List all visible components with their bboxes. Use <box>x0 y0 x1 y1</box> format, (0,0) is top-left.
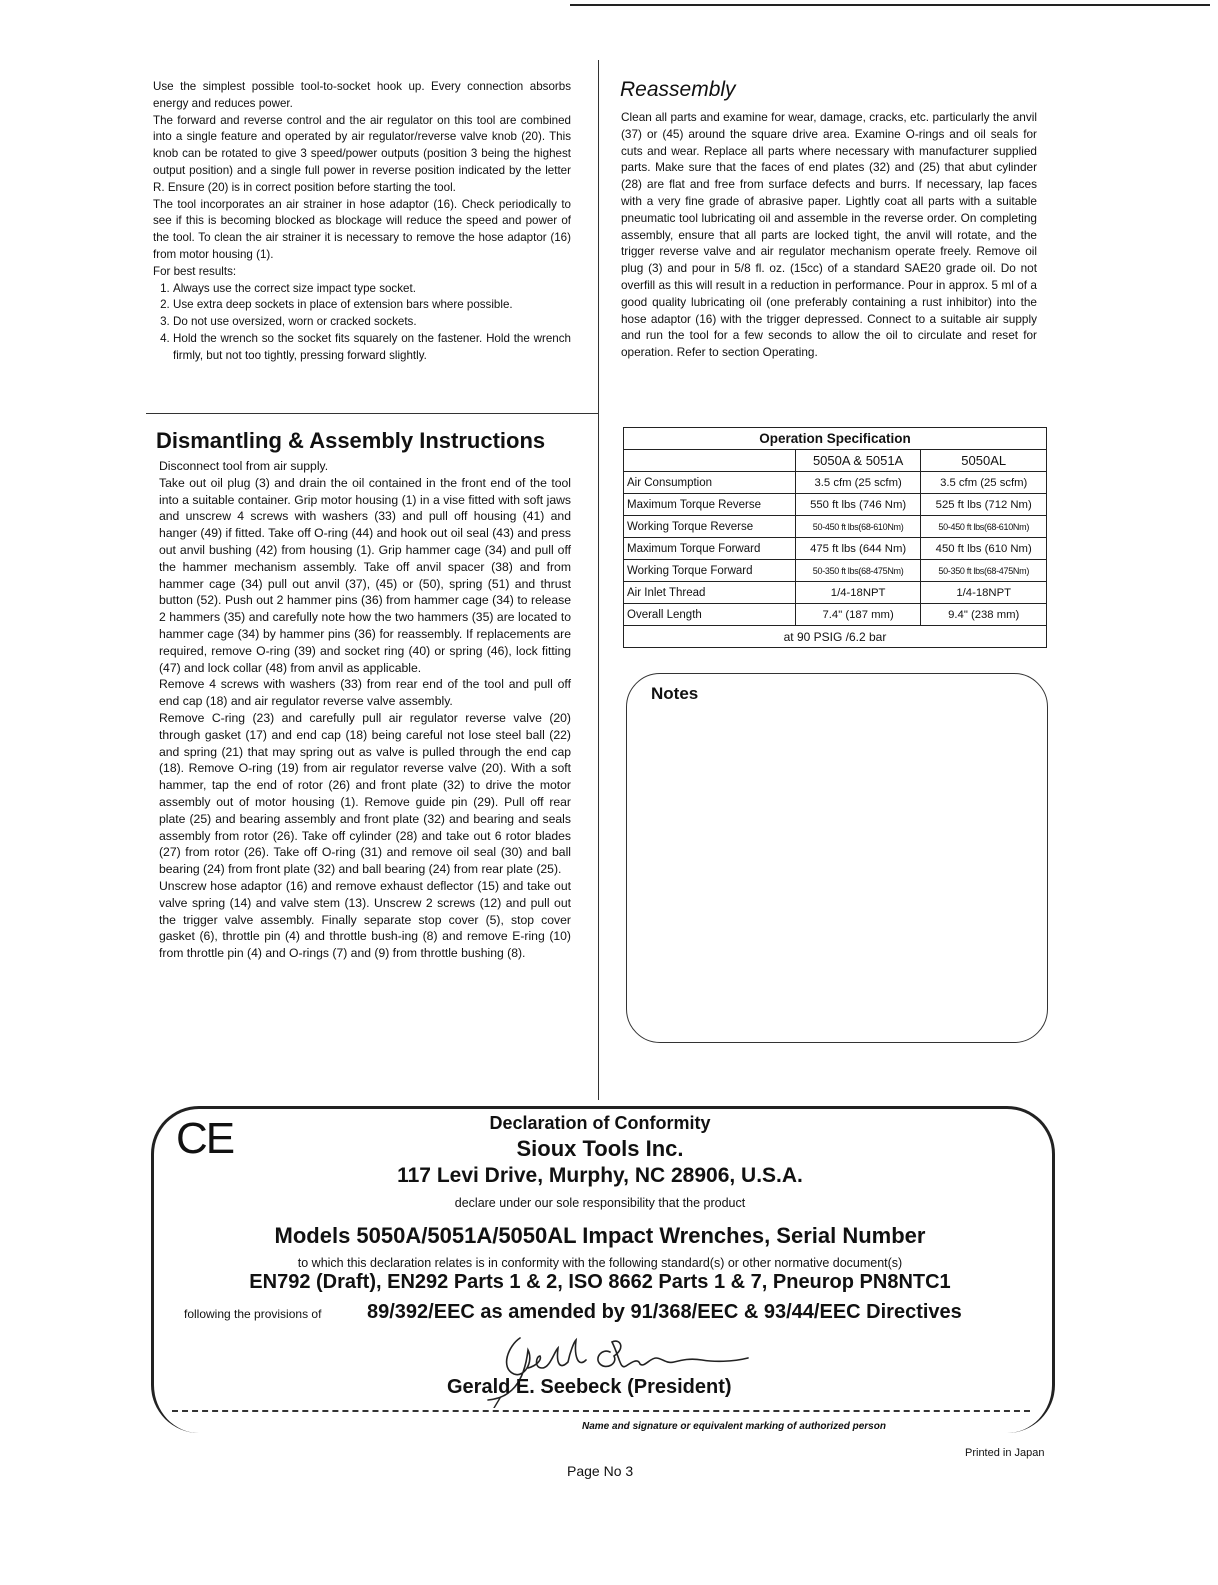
dismantling-paragraph: Unscrew hose adaptor (16) and remove exhaust deflector (15) and take out valve spring (14) and valve stem (13). Unscrew 2 screws (12) and pull out the trigger valve assembly. Finally separate stop cover (5), stop cover gasket (6), throttle pin (4) and throttle bush-ing (8) and remove E-ring (10) from throttle pin (4) and O-rings (7) and (9) from throttle bushing (8). <box>159 878 571 961</box>
printed-in-label: Printed in Japan <box>965 1447 1045 1459</box>
row-label: Air Inlet Thread <box>624 582 796 604</box>
dismantling-paragraph: Disconnect tool from air supply. <box>159 459 329 473</box>
section-divider <box>146 413 598 414</box>
table-row <box>624 604 1047 626</box>
cell-value: 550 ft lbs (746 Nm) <box>795 494 921 516</box>
table-row <box>624 582 1047 604</box>
cell-value: 475 ft lbs (644 Nm) <box>795 538 921 560</box>
operation-spec-table <box>623 427 1047 648</box>
list-item: 1. Always use the correct size impact type socket. <box>173 281 571 298</box>
ce-mark-icon: CE <box>176 1114 234 1163</box>
provisions-label: following the provisions of <box>184 1307 322 1321</box>
top-border-line <box>570 4 1210 6</box>
reassembly-paragraph: Clean all parts and examine for wear, damage, cracks, etc. particularly the anvil (37) or (45) around the square drive area. Examine O-rings and oil seals for cuts and wear. Replace all parts where necessary with manufacturer supplied parts. Make sure that the faces of end plates (32) and (25) that abut cylinder (28) are flat and free from surface defects and burrs. If necessary, lap faces with a very fine grade of abrasive paper. Lightly coat all parts with a suitable pneumatic tool lubricating oil and assemble in the reverse order. On completing assembly, ensure that all parts are locked tight, the anvil will rotate, and the trigger reverse valve and air regulator mechanism operate freely. Remove oil plug (3) and pour in 5/8 fl. oz. (15cc) of a standard SAE20 grade oil. Do not overfill as this will result in a reduction in performance. Pour in approx. 5 ml of a good quality lubricating oil (one preferably containing a rust inhibitor) into the hose adaptor (16) with the trigger depressed. Connect to a suitable air supply and run the tool for a few seconds to allow the oil to circulate and reset for operation. Refer to section Operating. <box>621 110 1037 360</box>
spec-table-title: Operation Specification <box>624 428 1047 450</box>
cell-value: 3.5 cfm (25 scfm) <box>921 472 1047 494</box>
list-item: 3. Do not use oversized, worn or cracked sockets. <box>173 314 571 331</box>
company-address: 117 Levi Drive, Murphy, NC 28906, U.S.A. <box>397 1164 803 1187</box>
cell-value: 9.4" (238 mm) <box>921 604 1047 626</box>
table-row <box>624 494 1047 516</box>
cell-value: 50-350 ft lbs(68-475Nm) <box>795 560 921 582</box>
list-item: 4. Hold the wrench so the socket fits squarely on the fastener. Hold the wrench firmly, but not too tightly, pressing forward slightly. <box>173 331 571 365</box>
table-header-empty <box>624 450 796 472</box>
row-label: Working Torque Reverse <box>624 516 796 538</box>
best-results-label: For best results: <box>153 264 237 278</box>
column-divider <box>598 60 599 1100</box>
cell-value: 50-450 ft lbs(68-610Nm) <box>795 516 921 538</box>
dismantling-paragraph: Remove C-ring (23) and carefully pull air regulator reverse valve (20) through gasket (17) and end cap (18) being careful not lose steel ball (22) and spring (21) that may spring out as valve is pulled through the end cap (18). Remove O-ring (19) from air regulator reverse valve (20). With a soft hammer, tap the end of rotor (26) and front plate (32) to drive the motor assembly out of motor housing (1). Remove guide pin (29). Pull off rear plate (25) and bearing assembly and front plate (32) and bearing and seals assembly from rotor (26). Take off cylinder (28) and take out 6 rotor blades (27) from rotor (26). Take off O-ring (31) and remove oil seal (30) and ball bearing (24) from front plate (32) and ball bearing (24) from rear plate (25). <box>159 710 571 877</box>
usage-tips-section <box>153 79 571 365</box>
declare-line: declare under our sole responsibility that the product <box>454 1196 746 1210</box>
cell-value: 7.4" (187 mm) <box>795 604 921 626</box>
table-row <box>624 472 1047 494</box>
row-label: Maximum Torque Forward <box>624 538 796 560</box>
reassembly-section <box>621 109 1037 361</box>
column-header: 5050AL <box>921 450 1047 472</box>
list-item: 2. Use extra deep sockets in place of extension bars where possible. <box>173 297 571 314</box>
cell-value: 1/4-18NPT <box>795 582 921 604</box>
table-row <box>624 516 1047 538</box>
declaration-heading: Declaration of Conformity <box>489 1113 711 1133</box>
cell-value: 50-450 ft lbs(68-610Nm) <box>921 516 1047 538</box>
intro-paragraph: The forward and reverse control and the air regulator on this tool are combined into a single feature and operated by air regulator/reverse valve knob (20). This knob can be rotated to give 3 speed/power outputs (position 3 being the highest output position) and a single full power in reverse position indicated by the letter R. Ensure (20) is in correct position before starting the tool. <box>153 113 571 194</box>
cell-value: 1/4-18NPT <box>921 582 1047 604</box>
dismantling-paragraph: Take out oil plug (3) and drain the oil contained in the front end of the tool into a suitable container. Grip motor housing (1) in a vise fitted with soft jaws and unscrew 4 screws with washers (33) and pull off housing (41) and hanger (49) if fitted. Take off O-ring (44) and hook out oil seal (43) and press out anvil bushing (42) from housing (1). Grip hammer cage (34) and pull off the hammer mechanism assembly. Take off anvil spacer (38) and from hammer cage (34) pull out anvil (37), (45) or (50), spring (51) and thrust button (52). Push out 2 hammer pins (36) from hammer cage (34) to release 2 hammers (35) and carefully note how the two hammers (35) are located to hammer cage (34) by hammer pins (36) for reassembly. If replacements are required, remove O-ring (39) and socket ring (40) or spring (46), lock fitting (47) and lock collar (48) from anvil as applicable. <box>159 475 571 675</box>
tips-list <box>153 281 571 365</box>
row-label: Air Consumption <box>624 472 796 494</box>
notes-box <box>626 673 1048 1043</box>
intro-paragraph: The tool incorporates an air strainer in hose adaptor (16). Check periodically to see if this is becoming blocked as blockage will reduce the speed and power of the tool. To clean the air strainer it is necessary to remove the hose adaptor (16) from motor housing (1). <box>153 197 571 261</box>
dismantling-title: Dismantling & Assembly Instructions <box>156 428 546 453</box>
standards-line: EN792 (Draft), EN292 Parts 1 & 2, ISO 8662 Parts 1 & 7, Pneurop PN8NTC1 <box>249 1271 951 1293</box>
page-number: Page No 3 <box>567 1463 634 1479</box>
signature-caption: Name and signature or equivalent marking of authorized person <box>582 1421 886 1432</box>
notes-title: Notes <box>651 684 699 703</box>
row-label: Maximum Torque Reverse <box>624 494 796 516</box>
row-label: Overall Length <box>624 604 796 626</box>
intro-paragraph: Use the simplest possible tool-to-socket hook up. Every connection absorbs energy and reduces power. <box>153 80 571 110</box>
directives-line: 89/392/EEC as amended by 91/368/EEC & 93/44/EEC Directives <box>367 1301 962 1323</box>
row-label: Working Torque Forward <box>624 560 796 582</box>
spec-footnote: at 90 PSIG /6.2 bar <box>624 626 1047 648</box>
conformity-line: to which this declaration relates is in conformity with the following standard(s) or other normative document(s) <box>297 1256 903 1270</box>
cell-value: 525 ft lbs (712 Nm) <box>921 494 1047 516</box>
models-line: Models 5050A/5051A/5050AL Impact Wrenches, Serial Number <box>274 1223 926 1248</box>
cell-value: 3.5 cfm (25 scfm) <box>795 472 921 494</box>
signer-name: Gerald E. Seebeck (President) <box>447 1376 732 1398</box>
table-row <box>624 538 1047 560</box>
dismantling-paragraph: Remove 4 screws with washers (33) from rear end of the tool and pull off end cap (18) and air regulator reverse valve assembly. <box>159 677 571 709</box>
column-header: 5050A & 5051A <box>795 450 921 472</box>
dismantling-section <box>159 458 571 962</box>
table-row <box>624 560 1047 582</box>
signature-dash-line <box>172 1410 1030 1412</box>
company-name: Sioux Tools Inc. <box>516 1136 684 1161</box>
cell-value: 450 ft lbs (610 Nm) <box>921 538 1047 560</box>
cell-value: 50-350 ft lbs(68-475Nm) <box>921 560 1047 582</box>
reassembly-title: Reassembly <box>620 78 736 101</box>
